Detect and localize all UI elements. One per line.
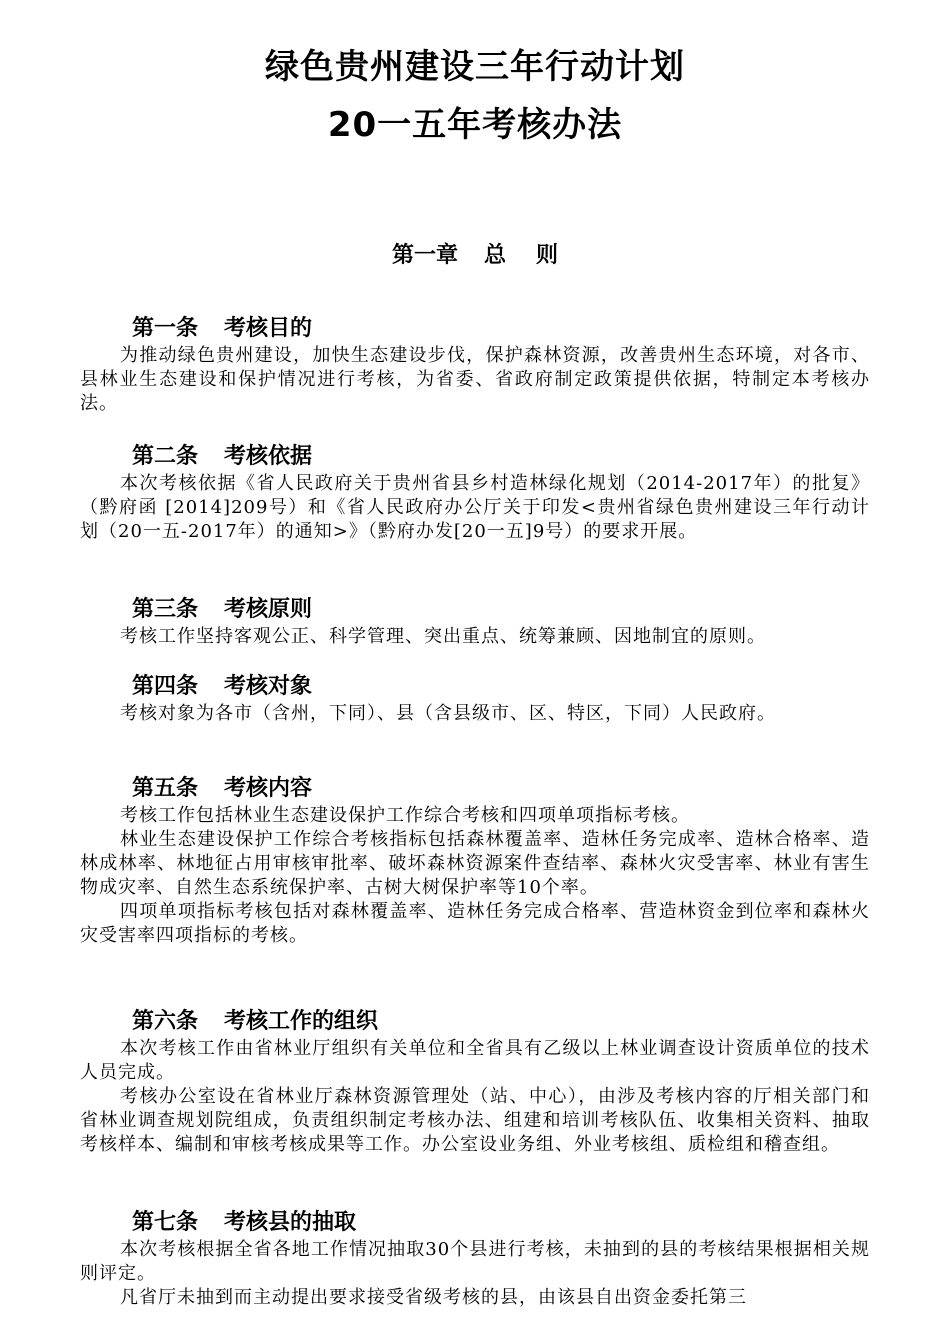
article-heading bbox=[80, 1208, 870, 1238]
article-heading bbox=[80, 595, 870, 625]
article-paragraph: 考核办公室设在省林业厅森林资源管理处（站、中心），由涉及考核内容的厅相关部门和省林业调查规划院组成，负责组织制定考核办法、组建和培训考核队伍、收集相关资料、抽取考核样本、编制和审核考核成果等工作。办公室设业务组、外业考核组、质检组和稽查组。 bbox=[80, 1086, 870, 1155]
article-5 bbox=[80, 774, 870, 948]
article-title: 考核依据 bbox=[224, 444, 313, 469]
chapter-number: 第一章 bbox=[391, 243, 458, 268]
article-paragraph: 凡省厅未抽到而主动提出要求接受省级考核的县，由该县自出资金委托第三 bbox=[120, 1287, 747, 1308]
article-4 bbox=[80, 672, 870, 726]
article-6 bbox=[80, 1007, 870, 1157]
article-number: 第二条 bbox=[132, 444, 199, 469]
article-title: 考核工作的组织 bbox=[224, 1009, 379, 1034]
chapter-name-part2: 则 bbox=[536, 243, 559, 268]
article-2 bbox=[80, 442, 870, 544]
article-title: 考核原则 bbox=[224, 597, 313, 622]
article-1 bbox=[80, 314, 870, 416]
article-paragraph: 四项单项指标考核包括对森林覆盖率、造林任务完成合格率、营造林资金到位率和森林火灾受害率四项指标的考核。 bbox=[80, 901, 870, 946]
article-heading bbox=[80, 314, 870, 344]
chapter-heading bbox=[0, 236, 950, 276]
article-paragraph: 本次考核依据《省人民政府关于贵州省县乡村造林绿化规划（2014-2017年）的批复》（黔府函 [2014]209号）和《省人民政府办公厅关于印发<贵州省绿色贵州建设三年行动计划（20一五-2017年）的通知>》（黔府办发[20一五]9号）的要求开展。 bbox=[80, 473, 870, 542]
article-heading bbox=[80, 442, 870, 472]
article-number: 第七条 bbox=[132, 1210, 199, 1235]
article-paragraph: 考核工作坚持客观公正、科学管理、突出重点、统筹兼顾、因地制宜的原则。 bbox=[120, 626, 766, 647]
article-title: 考核目的 bbox=[224, 316, 313, 341]
article-number: 第四条 bbox=[132, 674, 199, 699]
chapter-name-part1: 总 bbox=[483, 243, 506, 268]
article-number: 第五条 bbox=[132, 776, 199, 801]
article-heading bbox=[80, 774, 870, 804]
article-title: 考核内容 bbox=[224, 776, 313, 801]
article-paragraph: 本次考核根据全省各地工作情况抽取30个县进行考核，未抽到的县的考核结果根据相关规则评定。 bbox=[80, 1239, 870, 1284]
article-heading bbox=[80, 672, 870, 702]
document-title-line2: 20一五年考核办法 bbox=[327, 105, 623, 145]
article-paragraph: 林业生态建设保护工作综合考核指标包括森林覆盖率、造林任务完成率、造林合格率、造林成林率、林地征占用审核审批率、破坏森林资源案件查结率、森林火灾受害率、林业有害生物成灾率、自然生态系统保护率、古树大树保护率等10个率。 bbox=[80, 829, 870, 898]
article-paragraph: 考核工作包括林业生态建设保护工作综合考核和四项单项指标考核。 bbox=[120, 805, 690, 826]
article-number: 第三条 bbox=[132, 597, 199, 622]
article-7 bbox=[80, 1208, 870, 1310]
article-paragraph: 本次考核工作由省林业厅组织有关单位和全省具有乙级以上林业调查设计资质单位的技术人员完成。 bbox=[80, 1038, 870, 1083]
article-title: 考核县的抽取 bbox=[224, 1210, 357, 1235]
article-number: 第一条 bbox=[132, 316, 199, 341]
article-heading bbox=[80, 1007, 870, 1037]
document-title-line1: 绿色贵州建设三年行动计划 bbox=[265, 47, 685, 87]
article-title: 考核对象 bbox=[224, 674, 313, 699]
article-paragraph: 为推动绿色贵州建设，加快生态建设步伐，保护森林资源，改善贵州生态环境，对各市、县林业生态建设和保护情况进行考核，为省委、省政府制定政策提供依据，特制定本考核办法。 bbox=[80, 345, 870, 414]
article-number: 第六条 bbox=[132, 1009, 199, 1034]
article-paragraph: 考核对象为各市（含州，下同）、县（含县级市、区、特区，下同）人民政府。 bbox=[120, 703, 776, 724]
article-3 bbox=[80, 595, 870, 649]
